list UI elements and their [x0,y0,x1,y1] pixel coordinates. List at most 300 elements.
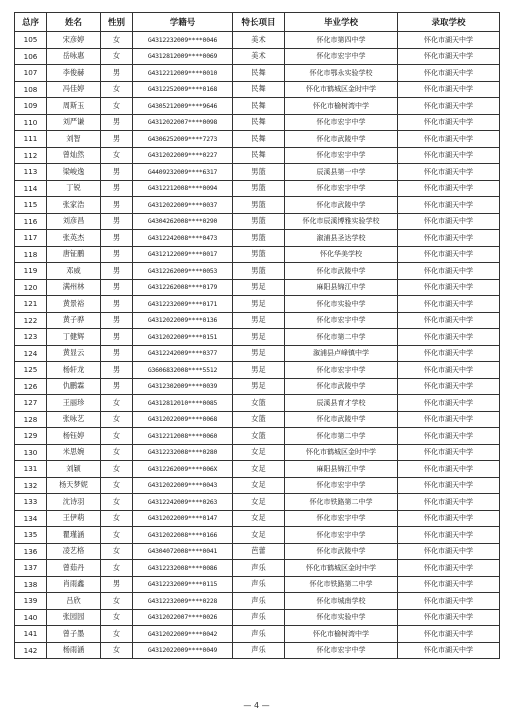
cell-student-id: G4312022009****0068 [133,411,233,428]
table-row [15,428,500,445]
cell-name: 仇鹏霖 [47,378,101,395]
cell-gender: 女 [101,626,133,643]
cell-student-id: G4312262008****0179 [133,279,233,296]
cell-name: 黄显云 [47,345,101,362]
cell-admitted-school: 怀化市湖天中学 [398,395,500,412]
cell-name: 曾茹丹 [47,560,101,577]
cell-specialty: 男篮 [233,164,285,181]
cell-name: 唐钲鹏 [47,246,101,263]
table-row [15,543,500,560]
table-row [15,560,500,577]
cell-gender: 男 [101,378,133,395]
cell-specialty: 男足 [233,312,285,329]
cell-specialty: 男足 [233,296,285,313]
cell-name: 刘智 [47,131,101,148]
cell-admitted-school: 怀化市湖天中学 [398,263,500,280]
cell-specialty: 民舞 [233,147,285,164]
cell-name: 张园园 [47,609,101,626]
cell-graduate-school: 怀化市榆树湾中学 [285,98,398,115]
cell-graduate-school: 怀化市武陵中学 [285,411,398,428]
cell-student-id: G4312242009****0263 [133,494,233,511]
table-row [15,98,500,115]
cell-name: 黄景裕 [47,296,101,313]
cell-specialty: 民舞 [233,131,285,148]
cell-graduate-school: 怀化市鹤城区金时中学 [285,444,398,461]
cell-admitted-school: 怀化市湖天中学 [398,593,500,610]
table-row [15,593,500,610]
cell-index: 130 [15,444,47,461]
cell-student-id: G4306252009****7273 [133,131,233,148]
cell-graduate-school: 怀化华美学校 [285,246,398,263]
table-row [15,65,500,82]
cell-admitted-school: 怀化市湖天中学 [398,32,500,49]
cell-student-id: G4312242008****0473 [133,230,233,247]
cell-index: 122 [15,312,47,329]
cell-student-id: G4312122009****0017 [133,246,233,263]
cell-graduate-school: 怀化市第二中学 [285,329,398,346]
cell-gender: 男 [101,180,133,197]
table-row [15,180,500,197]
cell-gender: 男 [101,329,133,346]
cell-graduate-school: 怀化市鹤城区金时中学 [285,560,398,577]
cell-admitted-school: 怀化市湖天中学 [398,527,500,544]
cell-name: 王丽珍 [47,395,101,412]
cell-name: 杨钰婷 [47,428,101,445]
cell-gender: 女 [101,527,133,544]
cell-gender: 男 [101,65,133,82]
cell-index: 105 [15,32,47,49]
cell-gender: 男 [101,197,133,214]
cell-name: 冯佳婷 [47,81,101,98]
table-row [15,378,500,395]
cell-name: 曾子墨 [47,626,101,643]
cell-specialty: 男足 [233,378,285,395]
cell-gender: 男 [101,246,133,263]
cell-graduate-school: 怀化市榆树湾中学 [285,626,398,643]
table-row [15,494,500,511]
cell-graduate-school: 怀化市宏宇中学 [285,312,398,329]
cell-graduate-school: 怀化市宏宇中学 [285,48,398,65]
col-header-graduate-school: 毕业学校 [285,13,398,32]
cell-gender: 女 [101,494,133,511]
cell-gender: 男 [101,279,133,296]
cell-index: 128 [15,411,47,428]
table-row [15,164,500,181]
cell-student-id: G4312812010****0085 [133,395,233,412]
col-header-index: 总序 [15,13,47,32]
cell-name: 邓威 [47,263,101,280]
cell-admitted-school: 怀化市湖天中学 [398,81,500,98]
cell-student-id: G4312212009****0010 [133,65,233,82]
cell-admitted-school: 怀化市湖天中学 [398,560,500,577]
cell-admitted-school: 怀化市湖天中学 [398,312,500,329]
cell-graduate-school: 怀化市武陵中学 [285,131,398,148]
cell-specialty: 男篮 [233,263,285,280]
cell-student-id: G4312242009****0377 [133,345,233,362]
admission-table [14,12,500,659]
cell-student-id: G4312212008****0060 [133,428,233,445]
cell-gender: 女 [101,444,133,461]
cell-index: 107 [15,65,47,82]
cell-index: 140 [15,609,47,626]
cell-name: 刘彦昌 [47,213,101,230]
cell-student-id: G4312262009****0053 [133,263,233,280]
cell-admitted-school: 怀化市湖天中学 [398,626,500,643]
cell-admitted-school: 怀化市湖天中学 [398,213,500,230]
col-header-name: 姓名 [47,13,101,32]
cell-name: 丁锐 [47,180,101,197]
table-row [15,411,500,428]
cell-admitted-school: 怀化市湖天中学 [398,345,500,362]
cell-student-id: G4312232009****0046 [133,32,233,49]
cell-name: 凌艺格 [47,543,101,560]
cell-name: 米思婉 [47,444,101,461]
cell-student-id: G4312252009****0168 [133,81,233,98]
cell-student-id: G4305212009****9646 [133,98,233,115]
cell-student-id: G4312022009****0136 [133,312,233,329]
cell-graduate-school: 怀化市鄂永实验学校 [285,65,398,82]
cell-admitted-school: 怀化市湖天中学 [398,444,500,461]
cell-admitted-school: 怀化市湖天中学 [398,48,500,65]
cell-student-id: G4312022009****0151 [133,329,233,346]
cell-graduate-school: 怀化市辰溪博雅实验学校 [285,213,398,230]
cell-graduate-school: 怀化市鹤城区金时中学 [285,81,398,98]
cell-gender: 女 [101,510,133,527]
cell-specialty: 女篮 [233,395,285,412]
cell-name: 杨雨涵 [47,642,101,659]
cell-student-id: G4409232009****6317 [133,164,233,181]
cell-gender: 女 [101,642,133,659]
cell-index: 141 [15,626,47,643]
cell-specialty: 男篮 [233,213,285,230]
cell-student-id: G4312022007****0026 [133,609,233,626]
cell-index: 136 [15,543,47,560]
cell-specialty: 男足 [233,362,285,379]
cell-graduate-school: 怀化市武陵中学 [285,543,398,560]
cell-admitted-school: 怀化市湖天中学 [398,428,500,445]
cell-admitted-school: 怀化市湖天中学 [398,296,500,313]
cell-name: 刘严谦 [47,114,101,131]
table-row [15,32,500,49]
cell-index: 113 [15,164,47,181]
cell-student-id: G4312212008****0094 [133,180,233,197]
cell-admitted-school: 怀化市湖天中学 [398,576,500,593]
cell-gender: 男 [101,230,133,247]
cell-specialty: 男足 [233,345,285,362]
cell-index: 133 [15,494,47,511]
cell-admitted-school: 怀化市湖天中学 [398,510,500,527]
cell-specialty: 声乐 [233,642,285,659]
cell-specialty: 声乐 [233,609,285,626]
cell-specialty: 男篮 [233,230,285,247]
cell-graduate-school: 溆浦县圣达学校 [285,230,398,247]
table-row [15,312,500,329]
cell-index: 116 [15,213,47,230]
cell-student-id: G4312232009****0171 [133,296,233,313]
cell-graduate-school: 怀化市宏宇中学 [285,114,398,131]
cell-specialty: 声乐 [233,560,285,577]
cell-student-id: G4304072008****0041 [133,543,233,560]
cell-specialty: 女足 [233,477,285,494]
cell-name: 周斯玉 [47,98,101,115]
cell-graduate-school: 怀化市宏宇中学 [285,642,398,659]
table-row [15,626,500,643]
cell-name: 王伊萌 [47,510,101,527]
cell-index: 120 [15,279,47,296]
cell-specialty: 女篮 [233,428,285,445]
table-row [15,362,500,379]
table-row [15,197,500,214]
cell-specialty: 男篮 [233,197,285,214]
cell-student-id: G4312232009****0228 [133,593,233,610]
cell-specialty: 男足 [233,279,285,296]
cell-index: 127 [15,395,47,412]
cell-student-id: G4312232008****0086 [133,560,233,577]
cell-gender: 女 [101,147,133,164]
cell-student-id: G4312022008****0166 [133,527,233,544]
cell-name: 刘颖 [47,461,101,478]
cell-specialty: 美术 [233,32,285,49]
cell-admitted-school: 怀化市湖天中学 [398,329,500,346]
cell-graduate-school: 怀化市宏宇中学 [285,147,398,164]
cell-specialty: 芭蕾 [233,543,285,560]
table-row [15,279,500,296]
cell-graduate-school: 怀化市宏宇中学 [285,362,398,379]
cell-name: 黄子骅 [47,312,101,329]
cell-gender: 男 [101,312,133,329]
cell-graduate-school: 怀化市宏宇中学 [285,527,398,544]
cell-index: 112 [15,147,47,164]
table-row [15,213,500,230]
table-row [15,81,500,98]
cell-name: 张家浩 [47,197,101,214]
cell-graduate-school: 怀化市宏宇中学 [285,180,398,197]
cell-admitted-school: 怀化市湖天中学 [398,543,500,560]
cell-name: 张咏艺 [47,411,101,428]
cell-student-id: G4312262009****006X [133,461,233,478]
cell-graduate-school: 麻阳县锦江中学 [285,279,398,296]
cell-graduate-school: 辰溪县第一中学 [285,164,398,181]
cell-specialty: 女足 [233,510,285,527]
cell-specialty: 声乐 [233,576,285,593]
cell-specialty: 男篮 [233,180,285,197]
cell-name: 梁峻逸 [47,164,101,181]
cell-admitted-school: 怀化市湖天中学 [398,246,500,263]
cell-gender: 女 [101,81,133,98]
cell-student-id: G4312022009****0227 [133,147,233,164]
table-body [15,32,500,659]
cell-gender: 男 [101,164,133,181]
cell-admitted-school: 怀化市湖天中学 [398,477,500,494]
table-row [15,609,500,626]
cell-index: 138 [15,576,47,593]
table-row [15,114,500,131]
cell-specialty: 女足 [233,461,285,478]
cell-gender: 女 [101,477,133,494]
cell-name: 曾灿然 [47,147,101,164]
cell-specialty: 声乐 [233,626,285,643]
cell-name: 岳咏惠 [47,48,101,65]
table-row [15,246,500,263]
col-header-admitted-school: 录取学校 [398,13,500,32]
cell-name: 肖雨鑫 [47,576,101,593]
cell-student-id: G4312022009****0042 [133,626,233,643]
cell-gender: 女 [101,98,133,115]
cell-admitted-school: 怀化市湖天中学 [398,164,500,181]
cell-graduate-school: 怀化市武陵中学 [285,263,398,280]
cell-graduate-school: 怀化市城南学校 [285,593,398,610]
cell-gender: 女 [101,428,133,445]
cell-graduate-school: 怀化市实验中学 [285,609,398,626]
cell-graduate-school: 怀化市武陵中学 [285,378,398,395]
cell-name: 沈诗羽 [47,494,101,511]
cell-specialty: 男篮 [233,246,285,263]
cell-specialty: 女足 [233,444,285,461]
table-row [15,329,500,346]
cell-name: 杨轩龙 [47,362,101,379]
cell-admitted-school: 怀化市湖天中学 [398,362,500,379]
cell-gender: 男 [101,131,133,148]
cell-graduate-school: 溆浦县卢峰镇中学 [285,345,398,362]
cell-index: 126 [15,378,47,395]
cell-name: 瞿瑾涵 [47,527,101,544]
admission-list [14,12,499,659]
cell-graduate-school: 怀化市宏宇中学 [285,477,398,494]
cell-admitted-school: 怀化市湖天中学 [398,114,500,131]
cell-index: 123 [15,329,47,346]
cell-gender: 女 [101,593,133,610]
cell-index: 109 [15,98,47,115]
cell-index: 119 [15,263,47,280]
cell-specialty: 女足 [233,494,285,511]
cell-name: 丁健辉 [47,329,101,346]
cell-admitted-school: 怀化市湖天中学 [398,147,500,164]
cell-student-id: G4312232009****0115 [133,576,233,593]
cell-index: 110 [15,114,47,131]
cell-index: 134 [15,510,47,527]
cell-name: 张英杰 [47,230,101,247]
cell-graduate-school: 怀化市武陵中学 [285,197,398,214]
table-row [15,395,500,412]
cell-index: 106 [15,48,47,65]
cell-student-id: G4312232008****0280 [133,444,233,461]
cell-gender: 女 [101,411,133,428]
cell-admitted-school: 怀化市湖天中学 [398,230,500,247]
cell-specialty: 声乐 [233,593,285,610]
cell-graduate-school: 麻阳县锦江中学 [285,461,398,478]
table-row [15,527,500,544]
cell-graduate-school: 怀化市宏宇中学 [285,510,398,527]
cell-gender: 男 [101,576,133,593]
cell-gender: 男 [101,362,133,379]
cell-index: 117 [15,230,47,247]
cell-admitted-school: 怀化市湖天中学 [398,411,500,428]
cell-admitted-school: 怀化市湖天中学 [398,98,500,115]
cell-index: 137 [15,560,47,577]
cell-admitted-school: 怀化市湖天中学 [398,461,500,478]
cell-name: 宋彦婷 [47,32,101,49]
page-number: — 4 — [243,701,270,710]
cell-specialty: 女足 [233,527,285,544]
cell-index: 131 [15,461,47,478]
table-row [15,477,500,494]
cell-specialty: 民舞 [233,81,285,98]
cell-gender: 男 [101,345,133,362]
cell-admitted-school: 怀化市湖天中学 [398,609,500,626]
cell-index: 121 [15,296,47,313]
col-header-student-id: 学籍号 [133,13,233,32]
table-header-row [15,13,500,32]
table-row [15,576,500,593]
table-row [15,263,500,280]
cell-specialty: 美术 [233,48,285,65]
cell-student-id: G4304262008****0290 [133,213,233,230]
table-row [15,642,500,659]
cell-graduate-school: 怀化市铁路第二中学 [285,494,398,511]
cell-admitted-school: 怀化市湖天中学 [398,197,500,214]
cell-graduate-school: 怀化市铁路第二中学 [285,576,398,593]
cell-student-id: G4312022009****0043 [133,477,233,494]
cell-specialty: 民舞 [233,114,285,131]
cell-index: 118 [15,246,47,263]
cell-gender: 女 [101,32,133,49]
table-row [15,444,500,461]
cell-graduate-school: 怀化市第二中学 [285,428,398,445]
cell-name: 李俊赫 [47,65,101,82]
cell-gender: 女 [101,543,133,560]
cell-gender: 女 [101,395,133,412]
table-row [15,296,500,313]
cell-gender: 男 [101,296,133,313]
cell-student-id: G4312022009****0147 [133,510,233,527]
cell-admitted-school: 怀化市湖天中学 [398,180,500,197]
table-row [15,48,500,65]
cell-name: 吕欣 [47,593,101,610]
cell-index: 142 [15,642,47,659]
cell-student-id: G4312812009****0069 [133,48,233,65]
table-row [15,230,500,247]
cell-gender: 女 [101,461,133,478]
table-row [15,345,500,362]
cell-specialty: 民舞 [233,65,285,82]
cell-student-id: G4312022009****0037 [133,197,233,214]
cell-specialty: 男足 [233,329,285,346]
cell-admitted-school: 怀化市湖天中学 [398,378,500,395]
cell-gender: 女 [101,560,133,577]
table-row [15,131,500,148]
cell-index: 139 [15,593,47,610]
cell-index: 124 [15,345,47,362]
cell-graduate-school: 怀化市第四中学 [285,32,398,49]
cell-admitted-school: 怀化市湖天中学 [398,131,500,148]
cell-specialty: 民舞 [233,98,285,115]
cell-student-id: G4312022007****0098 [133,114,233,131]
cell-graduate-school: 怀化市实验中学 [285,296,398,313]
cell-gender: 男 [101,114,133,131]
cell-name: 杨天梦妮 [47,477,101,494]
table-row [15,461,500,478]
cell-specialty: 女篮 [233,411,285,428]
cell-admitted-school: 怀化市湖天中学 [398,279,500,296]
cell-gender: 男 [101,263,133,280]
cell-gender: 男 [101,213,133,230]
cell-index: 135 [15,527,47,544]
cell-index: 108 [15,81,47,98]
cell-student-id: G4312302009****0039 [133,378,233,395]
cell-gender: 女 [101,609,133,626]
table-row [15,147,500,164]
cell-graduate-school: 辰溪县育才学校 [285,395,398,412]
